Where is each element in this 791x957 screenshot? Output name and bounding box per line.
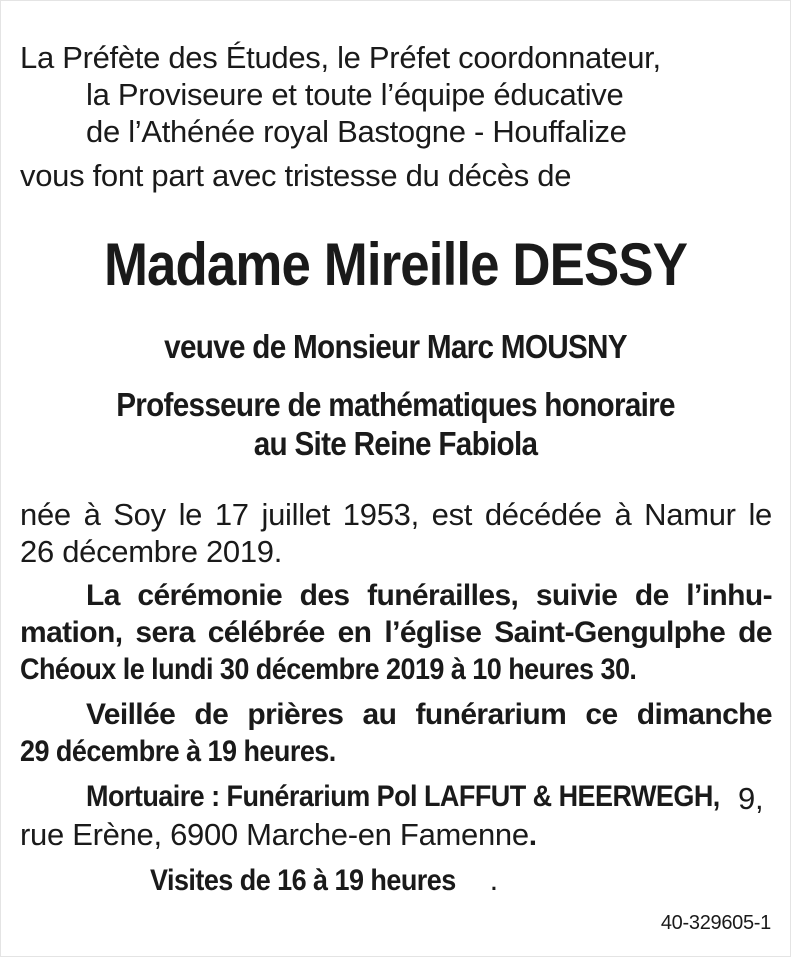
- ceremony-line-3: Chéoux le lundi 30 décembre 2019 à 10 heures 30.: [20, 653, 637, 686]
- ceremony-line-1: La cérémonie des funérailles, suivie de l’inhu-: [86, 579, 772, 612]
- spouse-line: veuve de Monsieur Marc MOUSNY: [164, 328, 627, 365]
- vigil-line-1: Veillée de prières au funérarium ce dimanche: [86, 698, 772, 731]
- visits-line: [150, 862, 498, 898]
- visits-period: .: [489, 862, 498, 897]
- mortuary-line-2: [20, 817, 537, 853]
- intro-line-4: vous font part avec tristesse du décès de: [20, 158, 572, 193]
- mortuary-street-number: 9,: [738, 781, 764, 816]
- profession-line-1: Professeure de mathématiques honoraire: [116, 386, 675, 423]
- intro-line-3: de l’Athénée royal Bastogne - Houffalize: [86, 114, 627, 149]
- intro-line-2: la Proviseure et toute l’équipe éducative: [86, 77, 624, 112]
- birth-death-line-1: née à Soy le 17 juillet 1953, est décédée à Namur le: [20, 497, 772, 532]
- deceased-name: Madame Mireille DESSY: [103, 231, 688, 298]
- visits-hours: Visites de 16 à 19 heures: [150, 864, 456, 897]
- vigil-line-2: 29 décembre à 19 heures.: [20, 735, 336, 768]
- profession-line-2: au Site Reine Fabiola: [253, 425, 538, 462]
- birth-death-line-2: 26 décembre 2019.: [20, 534, 283, 569]
- reference-number: 40-329605-1: [660, 912, 771, 934]
- intro-line-1: La Préfète des Études, le Préfet coordonnateur,: [20, 40, 661, 75]
- mortuary-line-1: Mortuaire : Funérarium Pol LAFFUT & HEERWEGH,: [86, 780, 720, 813]
- mortuary-address-period: .: [528, 819, 537, 852]
- mortuary-address: rue Erène, 6900 Marche-en Famenne: [20, 817, 529, 852]
- ceremony-line-2: mation, sera célébrée en l’église Saint-Gengulphe de: [20, 616, 772, 649]
